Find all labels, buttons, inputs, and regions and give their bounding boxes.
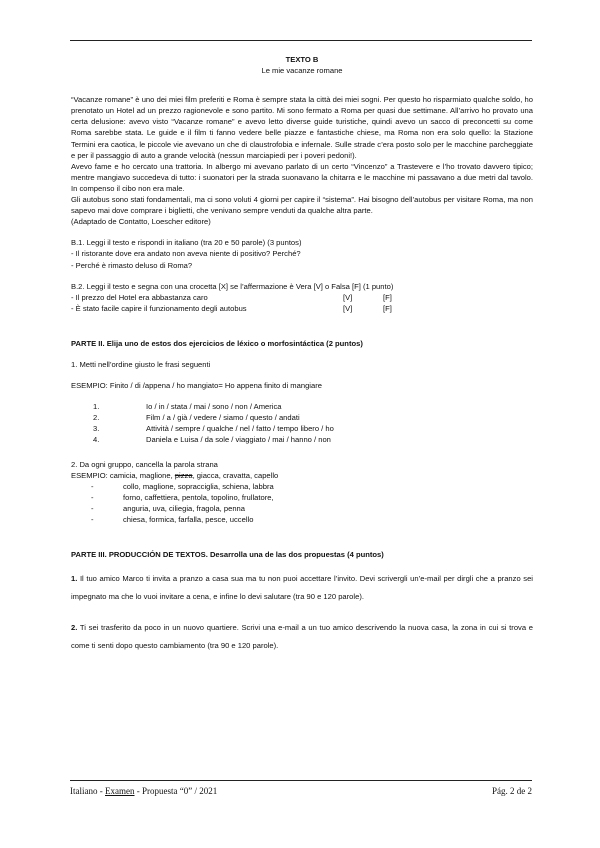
ex2-title: 2. Da ogni gruppo, cancella la parola strana — [71, 459, 218, 469]
item-number: 1. — [93, 402, 100, 412]
ex1-list — [71, 401, 533, 445]
bottom-rule — [70, 780, 532, 781]
part2-heading-text: PARTE II. Elija uno de estos dos ejercicios de léxico o morfosintáctica (2 puntos) — [71, 338, 363, 348]
part2-heading — [71, 338, 533, 349]
b2-statement: - Il prezzo del Hotel era abbastanza caro — [71, 292, 208, 302]
item-text: Film / a / già / vedere / siamo / questo / andati — [146, 413, 300, 423]
source-note: (Adaptado de Contatto, Loescher editore) — [71, 217, 211, 227]
prompt-1-text: Il tuo amico Marco ti invita a pranzo a casa sua ma tu non puoi accettare l’invito. Devi scrivergli un’e-mail per dirgli che a pranzo sei impegnato ma che lo vuoi invitare a cena, e infine lo devi salutare (tra 90 e 120 parole). — [71, 574, 533, 602]
page-number: Pág. 2 de 2 — [492, 786, 532, 796]
text-subtitle: Le mie vacanze romane — [261, 66, 343, 76]
exam-page — [71, 54, 533, 655]
footer-subject: Italiano - — [70, 786, 105, 796]
false-box[interactable]: [F] — [383, 292, 392, 302]
list-item: - anguria, uva, ciliegia, fragola, penna — [91, 503, 246, 513]
ex2-example — [71, 470, 533, 481]
word-group: anguria, uva, ciliegia, fragola, penna — [123, 503, 246, 513]
ex2-example-label: ESEMPIO: — [71, 470, 108, 480]
footer-proposal: - Propuesta “0” / 2021 — [134, 786, 218, 796]
list-item — [71, 423, 533, 434]
b2-row — [71, 292, 533, 303]
ex1-title: 1. Metti nell’ordine giusto le frasi seguenti — [71, 359, 211, 369]
text-title: TEXTO B — [285, 55, 319, 64]
item-number: 3. — [93, 424, 100, 434]
word-group: forno, caffettiera, pentola, topolino, frullatore, — [123, 492, 274, 502]
list-item: - chiesa, formica, farfalla, pesce, uccello — [91, 515, 254, 524]
ex2-list — [71, 481, 533, 525]
true-box[interactable]: [V] — [343, 292, 353, 302]
reading-paragraph-3: Gli autobus sono stati fondamentali, ma ci sono voluti 4 giorni per capire il “sistema”. Hai bisogno dell’autobus per visitare Roma, ma non sapevo mai dove comprare i biglietti, che venivano sempre venduti da qualche altra parte. — [71, 195, 533, 216]
b2-row — [71, 303, 533, 314]
prompt-2-text: Ti sei trasferito da poco in un nuovo quartiere. Scrivi una e-mail a un tuo amico descrivendo la nuova casa, la zona in cui si trova e come ti senti dopo questo cambiamento (tra 90 e 120 parole). — [71, 623, 533, 651]
struck-word: pizza — [174, 470, 193, 480]
b1-heading: B.1. Leggi il testo e rispondi in italiano (tra 20 e 50 parole) (3 puntos) — [71, 238, 302, 248]
b1-question-2: - Perché è rimasto deluso di Roma? — [71, 260, 193, 270]
word-group: chiesa, formica, farfalla, pesce, uccello — [123, 515, 254, 524]
ex1-example: ESEMPIO: Finito / di /appena / ho mangiato= Ho appena finito di mangiare — [71, 381, 322, 391]
item-text: Attività / sempre / qualche / nel / fatto / tempo libero / ho — [146, 424, 334, 434]
item-number: 2. — [93, 413, 100, 423]
word-group: collo, maglione, sopracciglia, schiena, labbra — [123, 481, 274, 491]
item-number: 4. — [93, 435, 100, 445]
b1-question-1: - Il ristorante dove era andato non aveva niente di positivo? Perché? — [71, 249, 301, 259]
false-box[interactable]: [F] — [383, 303, 392, 313]
list-item: - collo, maglione, sopracciglia, schiena, labbra — [91, 481, 274, 491]
list-item — [71, 401, 533, 412]
b2-statement: - È stato facile capire il funzionamento degli autobus — [71, 303, 247, 313]
part3-heading — [71, 549, 533, 560]
list-item: - forno, caffettiera, pentola, topolino, frullatore, — [91, 492, 274, 502]
part3-heading-text: PARTE III. PRODUCCIÓN DE TEXTOS. Desarrolla una de las dos propuestas (4 puntos) — [71, 550, 384, 560]
top-rule — [70, 40, 532, 41]
ex2-example-end: , giacca, cravatta, capello — [192, 470, 279, 480]
b2-heading: B.2. Leggi il testo e segna con una crocetta [X] se l’affermazione è Vera [V] o Falsa [F] (1 punto) — [71, 281, 394, 291]
prompt-1-number: 1. — [71, 574, 78, 584]
item-text: Io / in / stata / mai / sono / non / America — [146, 402, 282, 412]
reading-paragraph-2: Avevo fame e ho cercato una trattoria. In albergo mi avevano parlato di un certo “Vincenzo” a Trastevere e l’ho trovato davvero tipico; mentre mangiavo succedeva di tutto: i suonatori per la strada suonavano la chitarra e le macchine mi passavano a due metri dal tavolo. In compenso il cibo non era male. — [71, 161, 533, 193]
reading-paragraph-1: “Vacanze romane” è uno dei miei film preferiti e Roma è sempre stata la città dei miei sogni. Per questo ho risparmiato qualche soldo, ho prenotato un Hotel ad un prezzo ragionevole e sono partito. Mi sono fermato a Roma per quasi due settimane. All’arrivo ho provato una certa delusione: avevo visto “Vacanze romane” e avevo letto diverse guide turistiche, quindi avevo un sacco di preconcetti su come Roma sarebbe stata. Le guide e il film ti fanno vedere belle piazze e fantastiche chiese, ma Roma non era solo quello: la Stazione Termini era caotica, le piccole vie avevano un che di claustrofobia e infernale. Sulle strade c’era posto solo per le macchine parcheggiate e per il passaggio di auto a grande velocità (nessun marciapiedi per i poveri pedoni!). — [71, 95, 533, 160]
page-footer — [70, 786, 532, 796]
footer-left — [70, 786, 217, 796]
prompt-1 — [71, 570, 533, 606]
ex2-example-start: camicia, maglione, — [107, 470, 175, 480]
footer-exam-link[interactable]: Examen — [105, 786, 135, 796]
prompt-2 — [71, 619, 533, 655]
true-box[interactable]: [V] — [343, 303, 353, 313]
prompt-2-number: 2. — [71, 623, 78, 633]
list-item — [71, 434, 533, 445]
item-text: Daniela e Luisa / da sole / viaggiato / mai / hanno / non — [146, 435, 331, 445]
list-item — [71, 412, 533, 423]
